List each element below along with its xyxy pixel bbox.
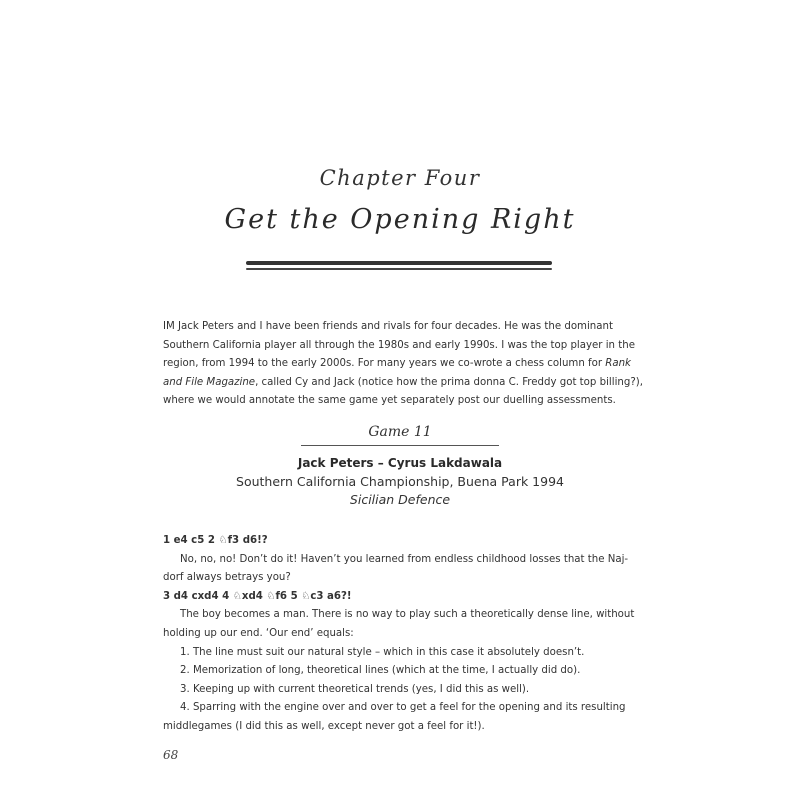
intro-text: region, from 1994 to the early 2000s. For many years we co-wrote a chess column for (163, 358, 606, 370)
title-rule-thick (246, 261, 552, 265)
intro-line (163, 355, 637, 374)
game-opening: Sicilian Defence (349, 492, 451, 507)
title-rule-thin (246, 268, 552, 270)
magazine-name-part: and File Magazine (163, 376, 256, 388)
page-number: 68 (163, 748, 179, 762)
intro-line (163, 374, 643, 393)
annotation-line: No, no, no! Don’t do it! Haven’t you learned from endless childhood losses that the Naj- (180, 553, 629, 565)
intro-paragraph (163, 318, 643, 411)
game-rule (301, 445, 499, 446)
chapter-title: Get the Opening Right (224, 204, 576, 235)
game-label: Game 11 (368, 424, 432, 440)
move-sequence: 1 e4 c5 2 ♘f3 d6!? (163, 535, 268, 546)
list-item: 3. Keeping up with current theoretical trends (yes, I did this as well). (180, 683, 530, 695)
intro-text: , called Cy and Jack (notice how the prima donna C. Freddy got top billing?), (255, 376, 643, 388)
game-annotation (163, 532, 643, 737)
game-event: Southern California Championship, Buena Park 1994 (236, 474, 564, 489)
intro-line: Southern California player all through the 1980s and early 1990s. I was the top player in the (163, 339, 635, 351)
intro-line: where we would annotate the same game yet separately post our duelling assessments. (163, 395, 616, 407)
list-item: 2. Memorization of long, theoretical lines (which at the time, I actually did do). (180, 665, 581, 677)
annotation-line: dorf always betrays you? (163, 572, 291, 584)
annotation-line: The boy becomes a man. There is no way to play such a theoretically dense line, without (180, 609, 635, 621)
chapter-label: Chapter Four (319, 166, 481, 190)
annotation-line: holding up our end. ‘Our end’ equals: (163, 627, 354, 639)
list-item-continuation: middlegames (I did this as well, except never got a feel for it!). (163, 720, 485, 732)
game-players: Jack Peters – Cyrus Lakdawala (297, 456, 503, 470)
magazine-name-part: Rank (605, 358, 631, 370)
move-sequence: 3 d4 cxd4 4 ♘xd4 ♘f6 5 ♘c3 a6?! (163, 590, 352, 602)
intro-line: IM Jack Peters and I have been friends and rivals for four decades. He was the dominant (163, 321, 613, 332)
list-item: 1. The line must suit our natural style – which in this case it absolutely doesn’t. (180, 646, 585, 658)
list-item: 4. Sparring with the engine over and over to get a feel for the opening and its resulting (180, 702, 626, 714)
